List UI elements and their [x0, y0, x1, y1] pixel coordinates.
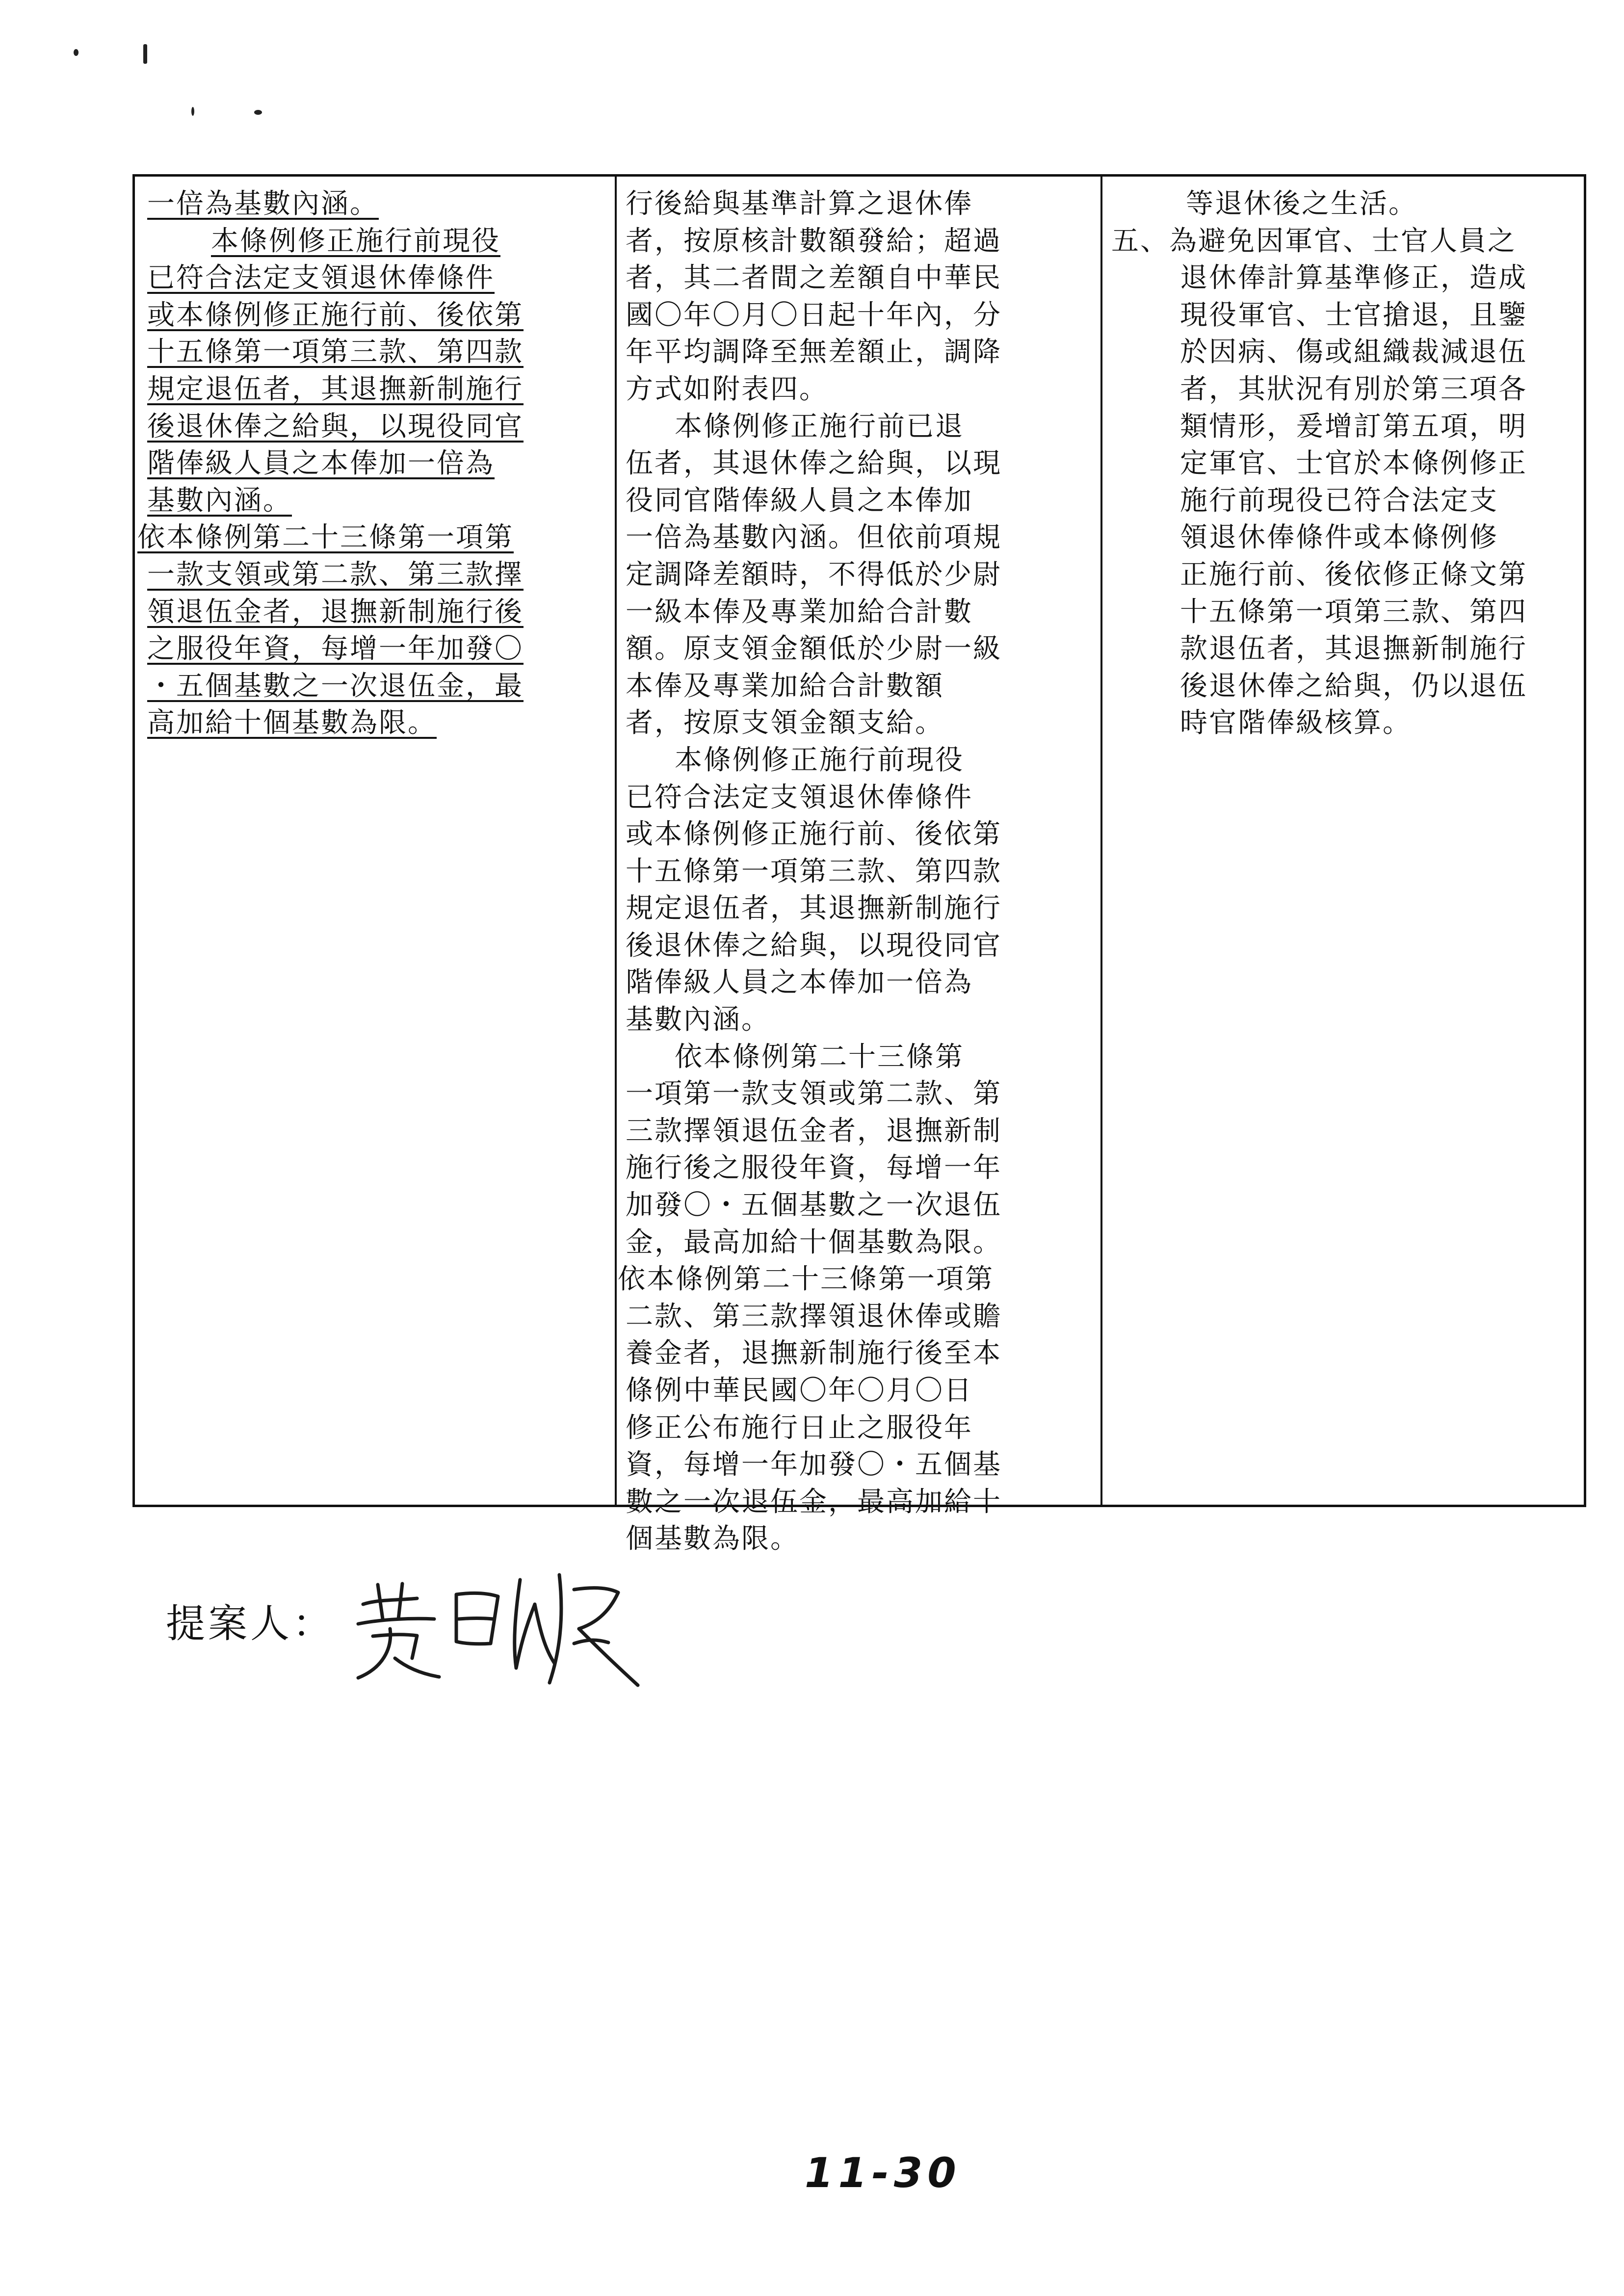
- text-line: 十五條第一項第三款、第四款: [626, 855, 1002, 887]
- text-line: 本條例修正施行前現役: [211, 225, 500, 257]
- text-line: 後退休俸之給與，以現役同官: [626, 929, 1002, 962]
- text-line: 等退休後之生活。: [1186, 188, 1417, 220]
- text-line: 個基數為限。: [626, 1523, 799, 1555]
- text-line: 正施行前、後依修正條文第: [1180, 558, 1527, 591]
- text-line: 規定退伍者，其退撫新制施行: [626, 892, 1002, 925]
- text-line: 後退休俸之給與，仍以退伍: [1180, 670, 1527, 702]
- text-line: 數之一次退伍金，最高加給十: [626, 1486, 1002, 1518]
- text-line: ・五個基數之一次退伍金，最: [147, 670, 524, 702]
- table-column-explanation: [1102, 177, 1584, 1505]
- text-line: 十五條第一項第三款、第四: [1180, 596, 1527, 628]
- scan-speck: [143, 44, 147, 64]
- text-line: 一倍為基數內涵。: [147, 188, 379, 220]
- text-line: 階俸級人員之本俸加一倍為: [626, 966, 973, 999]
- text-line: 基數內涵。: [626, 1004, 770, 1036]
- text-line: 者，其二者間之差額自中華民: [626, 262, 1002, 294]
- text-line: 一倍為基數內涵。但依前項規: [626, 522, 1002, 554]
- scan-speck: [254, 110, 262, 115]
- text-line: 三款擇領退伍金者，退撫新制: [626, 1115, 1002, 1147]
- text-line: 退休俸計算基準修正，造成: [1180, 262, 1527, 294]
- text-line: 本條例修正施行前現役: [675, 744, 964, 776]
- text-line: 依本條例第二十三條第一項第: [137, 522, 514, 554]
- text-line: 行後給與基準計算之退休俸: [626, 188, 973, 220]
- text-line: 現役軍官、士官搶退，且鑒: [1180, 299, 1527, 331]
- text-line: 定調降差額時，不得低於少尉: [626, 558, 1002, 591]
- text-line: 款退伍者，其退撫新制施行: [1180, 633, 1527, 665]
- text-line: 後退休俸之給與，以現役同官: [147, 410, 524, 443]
- text-line: 一級本俸及專業加給合計數: [626, 596, 973, 628]
- scan-speck: [74, 49, 79, 56]
- text-line: 國〇年〇月〇日起十年內，分: [626, 299, 1002, 331]
- text-line: 者，按原核計數額發給；超過: [626, 225, 1002, 257]
- text-line: 養金者，退撫新制施行後至本: [626, 1337, 1002, 1370]
- text-line: 依本條例第二十三條第: [675, 1041, 964, 1073]
- text-line: 領退休俸條件或本條例修: [1180, 522, 1498, 554]
- text-line: 加發〇・五個基數之一次退伍: [626, 1189, 1002, 1222]
- text-line: 階俸級人員之本俸加一倍為: [147, 447, 495, 480]
- table-column-current-text: [617, 177, 1102, 1555]
- text-line: 定軍官、士官於本條例修正: [1180, 447, 1527, 480]
- text-line: 者，其狀況有別於第三項各: [1180, 373, 1527, 405]
- text-line: 或本條例修正施行前、後依第: [147, 299, 524, 331]
- text-line: 方式如附表四。: [626, 373, 828, 405]
- text-line: 本條例修正施行前已退: [675, 410, 964, 443]
- text-line: 額。原支領金額低於少尉一級: [626, 633, 1002, 665]
- text-line: 施行前現役已符合法定支: [1180, 484, 1498, 517]
- text-line: 時官階俸級核算。: [1180, 707, 1412, 739]
- proposer-label: 提案人：: [166, 1601, 335, 1646]
- text-line: 於因病、傷或組織裁減退伍: [1180, 336, 1527, 368]
- text-line: 領退伍金者，退撫新制施行後: [147, 596, 524, 628]
- text-line: 年平均調降至無差額止，調降: [626, 336, 1002, 368]
- text-line: 已符合法定支領退休俸條件: [147, 262, 495, 294]
- text-line: 五、為避免因軍官、士官人員之: [1111, 225, 1517, 257]
- text-line: 條例中華民國〇年〇月〇日: [626, 1375, 973, 1407]
- handwritten-signature: [343, 1545, 657, 1693]
- text-line: 或本條例修正施行前、後依第: [626, 818, 1002, 851]
- text-line: 伍者，其退休俸之給與，以現: [626, 447, 1002, 480]
- text-line: 一款支領或第二款、第三款擇: [147, 558, 524, 591]
- table-column-proposed-text: [135, 177, 617, 1505]
- text-line: 資，每增一年加發〇・五個基: [626, 1449, 1002, 1481]
- text-line: 二款、第三款擇領退休俸或贍: [626, 1300, 1002, 1332]
- text-line: 已符合法定支領退休俸條件: [626, 781, 973, 813]
- text-line: 依本條例第二十三條第一項第: [618, 1263, 994, 1296]
- scan-speck: [191, 107, 194, 116]
- text-line: 高加給十個基數為限。: [147, 707, 437, 739]
- text-line: 本俸及專業加給合計數額: [626, 670, 944, 702]
- page-number: 11-30: [805, 2149, 961, 2197]
- text-line: 施行後之服役年資，每增一年: [626, 1152, 1002, 1184]
- text-line: 類情形，爰增訂第五項，明: [1180, 410, 1527, 443]
- text-line: 一項第一款支領或第二款、第: [626, 1078, 1002, 1110]
- text-line: 者，按原支領金額支給。: [626, 707, 944, 739]
- text-line: 役同官階俸級人員之本俸加: [626, 484, 973, 517]
- amendment-table: [132, 174, 1586, 1555]
- text-line: 之服役年資，每增一年加發〇: [147, 633, 524, 665]
- text-line: 基數內涵。: [147, 484, 292, 517]
- text-line: 十五條第一項第三款、第四款: [147, 336, 524, 368]
- text-line: 金，最高加給十個基數為限。: [626, 1226, 1002, 1258]
- text-line: 修正公布施行日止之服役年: [626, 1411, 973, 1444]
- text-line: 規定退伍者，其退撫新制施行: [147, 373, 524, 405]
